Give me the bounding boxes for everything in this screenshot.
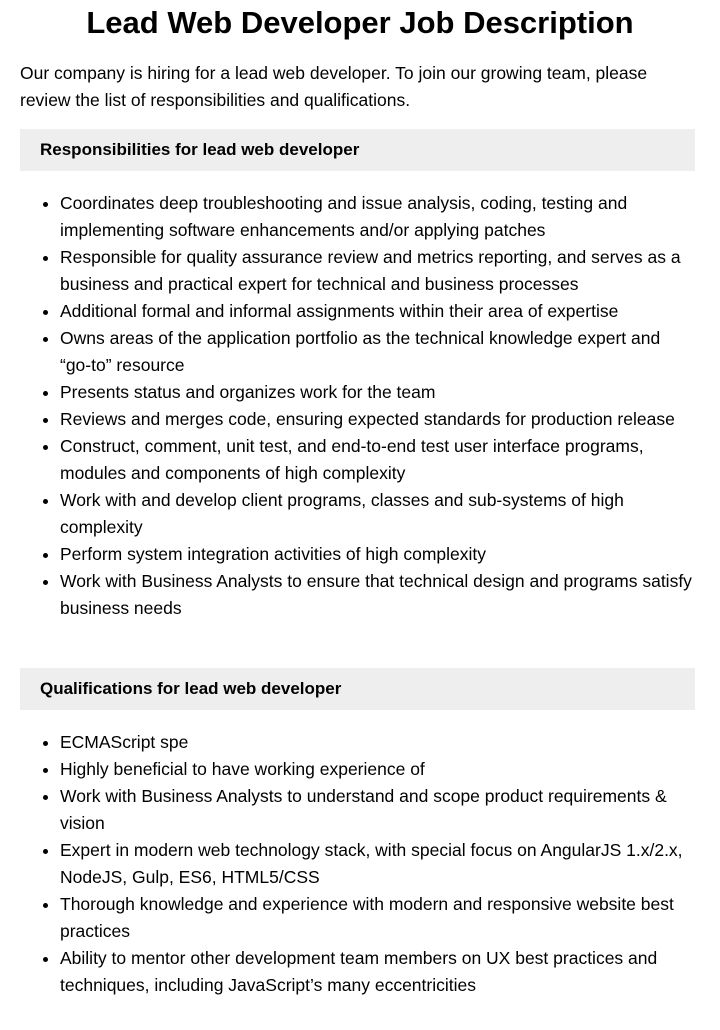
list-item: • Work with Business Analysts to ensure that technical design and programs satisfy business needs [60, 568, 695, 622]
list-item: • Highly beneficial to have working experience of [60, 756, 695, 783]
list-item: • Ability to mentor other development team members on UX best practices and techniques, including JavaScript’s many eccentricities [60, 945, 695, 999]
list-item: • Reviews and merges code, ensuring expected standards for production release [60, 406, 695, 433]
list-item: • Expert in modern web technology stack, with special focus on AngularJS 1.x/2.x, NodeJS, Gulp, ES6, HTML5/CSS [60, 837, 695, 891]
list-item: • Perform system integration activities of high complexity [60, 541, 695, 568]
list-item: • Coordinates deep troubleshooting and issue analysis, coding, testing and implementing software enhancements and/or applying patches [60, 190, 695, 244]
list-item: • Presents status and organizes work for the team [60, 379, 695, 406]
list-item: • Owns areas of the application portfolio as the technical knowledge expert and “go-to” resource [60, 325, 695, 379]
list-item: • ECMAScript spe [60, 729, 695, 756]
responsibilities-heading: Responsibilities for lead web developer [20, 129, 695, 171]
list-item: • Responsible for quality assurance review and metrics reporting, and serves as a business and practical expert for technical and business processes [60, 244, 695, 298]
intro-paragraph: Our company is hiring for a lead web developer. To join our growing team, please review the list of responsibilities and qualifications. [20, 63, 648, 110]
list-item: • Additional formal and informal assignments within their area of expertise [60, 298, 695, 325]
page-title: Lead Web Developer Job Description [86, 5, 634, 40]
list-item: • Work with Business Analysts to understand and scope product requirements & vision [60, 783, 695, 837]
list-item: • Construct, comment, unit test, and end-to-end test user interface programs, modules and components of high complexity [60, 433, 695, 487]
list-item: • Thorough knowledge and experience with modern and responsive website best practices [60, 891, 695, 945]
qualifications-list [20, 729, 695, 999]
responsibilities-list [20, 190, 695, 622]
list-item: • Work with and develop client programs, classes and sub-systems of high complexity [60, 487, 695, 541]
qualifications-heading: Qualifications for lead web developer [20, 668, 695, 710]
